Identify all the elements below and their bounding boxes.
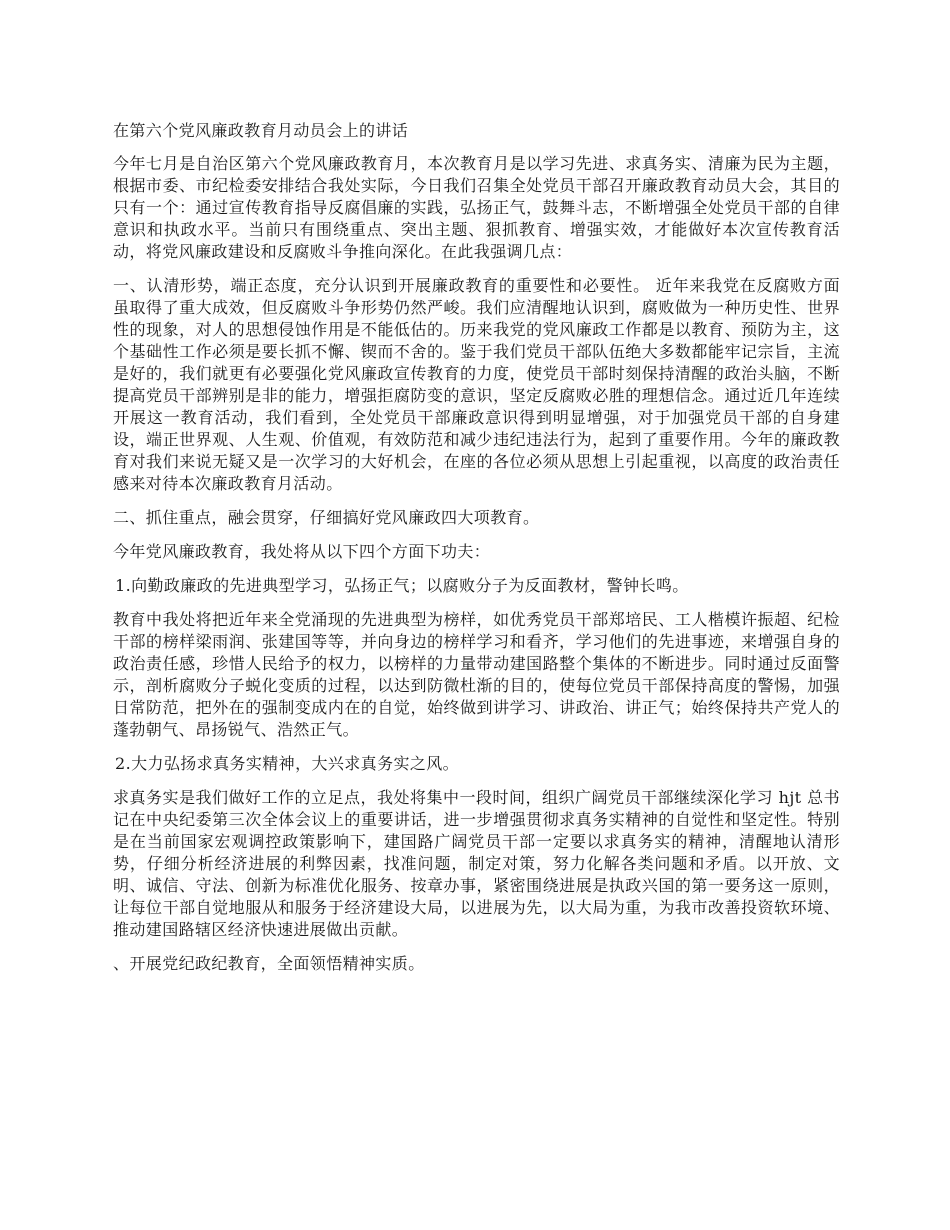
item-one-body: 教育中我处将把近年来全党涌现的先进典型为榜样，如优秀党员干部郑培民、工人楷模许振超、纪检干部的榜样梁雨润、张建国等等，并向身边的榜样学习和看齐，学习他们的先进事迹，来增强自身的政治责任感，珍惜人民给予的权力，以榜样的力量带动建国路整个集体的不断进步。同时通过反面警示，剖析腐败分子蜕化变质的过程，以达到防微杜渐的目的，使每位党员干部保持高度的警惕，加强日常防范，把外在的强制变成内在的自觉，始终做到讲学习、讲政治、讲正气；始终保持共产党人的蓬勃朝气、昂扬锐气、浩然正气。 — [113, 610, 840, 739]
document-title: 在第六个党风廉政教育月动员会上的讲话 — [113, 121, 409, 140]
intro-paragraph: 今年七月是自治区第六个党风廉政教育月，本次教育月是以学习先进、求真务实、清廉为民为主题，根据市委、市纪检委安排结合我处实际，今日我们召集全处党员干部召开廉政教育动员大会，其目的只有一个：通过宣传教育指导反腐倡廉的实践，弘扬正气，鼓舞斗志，不断增强全处党员干部的自律意识和执政水平。当前只有围绕重点、突出主题、狠抓教育、增强实效，才能做好本次宣传教育活动，将党风廉政建设和反腐败斗争推向深化。在此我强调几点： — [113, 154, 840, 261]
item-one-heading: 1.向勤政廉政的先进典型学习，弘扬正气；以腐败分子为反面教材，警钟长鸣。 — [115, 576, 689, 595]
section-two-intro: 今年党风廉政教育，我处将从以下四个方面下功夫： — [113, 542, 491, 561]
section-one-paragraph: 一、认清形势，端正态度，充分认识到开展廉政教育的重要性和必要性。 近年来我党在反腐败方面虽取得了重大成效，但反腐败斗争形势仍然严峻。我们应清醒地认识到，腐败做为一种历史性、世界性的现象，对人的思想侵蚀作用是不能低估的。历来我党的党风廉政工作都是以教育、预防为主，这个基础性工作必须是要长抓不懈、锲而不舍的。鉴于我们党员干部队伍绝大多数都能牢记宗旨，主流是好的，我们就更有必要强化党风廉政宣传教育的力度，使党员干部时刻保持清醒的政治头脑，不断提高党员干部辨别是非的能力，增强拒腐防变的意识，坚定反腐败必胜的理想信念。通过近几年连续开展这一教育活动，我们看到，全处党员干部廉政意识得到明显增强，对于加强党员干部的自身建设，端正世界观、人生观、价值观，有效防范和减少违纪违法行为，起到了重要作用。今年的廉政教育对我们来说无疑又是一次学习的大好机会，在座的各位必须从思想上引起重视，以高度的政治责任感来对待本次廉政教育月活动。 — [113, 276, 840, 493]
item-two-heading: 2.大力弘扬求真务实精神，大兴求真务实之风。 — [115, 754, 460, 773]
item-two-body: 求真务实是我们做好工作的立足点，我处将集中一段时间，组织广阔党员干部继续深化学习 hjt 总书记在中央纪委第三次全体会议上的重要讲话，进一步增强贯彻求真务实精神的自觉性和坚定性。特别是在当前国家宏观调控政策影响下，建国路广阔党员干部一定要以求真务实的精神，清醒地认清形势，仔细分析经济进展的利弊因素，找准问题，制定对策，努力化解各类问题和矛盾。以开放、文明、诚信、守法、创新为标准优化服务、按章办事，紧密围绕进展是执政兴国的第一要务这一原则，让每位干部自觉地服从和服务于经济建设大局，以进展为先，以大局为重，为我市改善投资软环境、推动建国路辖区经济快速进展做出贡献。 — [113, 788, 840, 939]
item-three-heading: 、开展党纪政纪教育，全面领悟精神实质。 — [113, 954, 425, 973]
section-two-heading: 二、抓住重点，融会贯穿，仔细搞好党风廉政四大项教育。 — [113, 508, 540, 527]
document-page — [113, 120, 840, 987]
